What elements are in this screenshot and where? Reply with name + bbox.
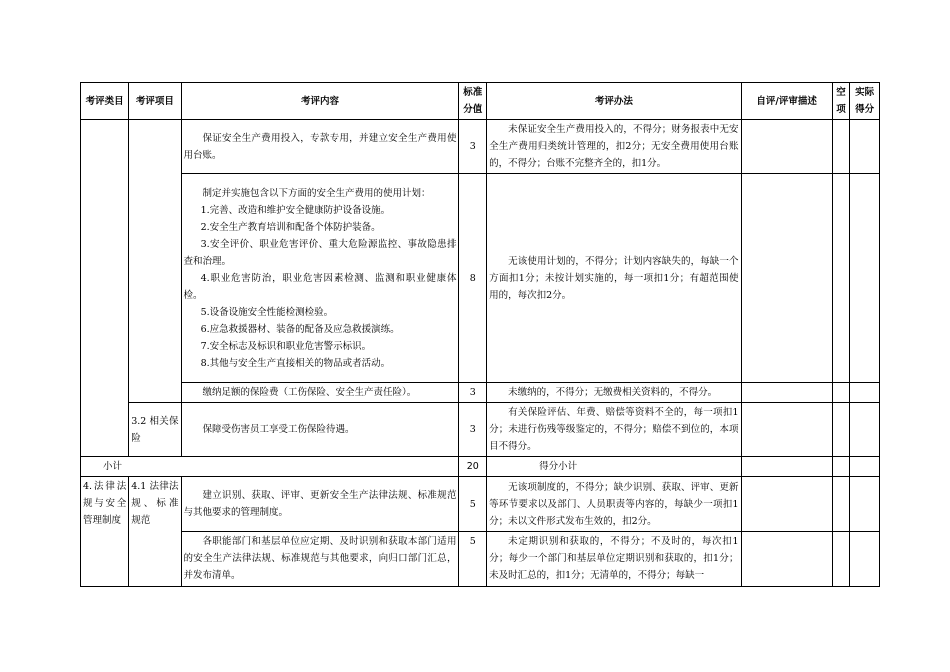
list-item: 8.其他与安全生产直接相关的物品或者活动。 <box>200 357 391 369</box>
content-cell: 保障受伤害员工享受工伤保险待遇。 <box>181 403 459 457</box>
header-category: 考评类目 <box>81 83 129 120</box>
list-item: 2.安全生产教育培训和配备个体防护装备。 <box>200 221 381 233</box>
table-row <box>81 383 880 403</box>
score-cell: 5 <box>459 477 487 532</box>
table-row <box>81 120 880 174</box>
header-score: 标准分值 <box>459 83 487 120</box>
table-row <box>81 532 880 587</box>
subtotal-label: 小计 <box>81 457 459 477</box>
blank-cell[interactable] <box>832 457 849 477</box>
method-cell: 未保证安全生产费用投入的，不得分；财务报表中无安全生产费用归类统计管理的，扣2分；无安全费用使用台账的，不得分；台账不完整齐全的，扣1分。 <box>487 120 741 174</box>
list-item: 5.设备设施安全性能检测检验。 <box>200 306 334 318</box>
header-row <box>81 83 880 120</box>
header-description: 自评/评审描述 <box>741 83 832 120</box>
header-actual: 实际得分 <box>850 83 880 120</box>
table-row <box>81 174 880 383</box>
actual-cell[interactable] <box>850 120 880 174</box>
subtotal-score: 20 <box>459 457 487 477</box>
actual-cell[interactable] <box>850 174 880 383</box>
blank-cell[interactable] <box>832 477 849 532</box>
score-cell: 8 <box>459 174 487 383</box>
blank-cell[interactable] <box>832 174 849 383</box>
list-item: 1.完善、改造和维护安全健康防护设备设施。 <box>200 204 391 216</box>
content-cell: 建立识别、获取、评审、更新安全生产法律法规、标准规范与其他要求的管理制度。 <box>181 477 459 532</box>
subtotal-method-label: 得分小计 <box>487 457 741 477</box>
header-method: 考评办法 <box>487 83 741 120</box>
score-cell: 3 <box>459 120 487 174</box>
description-cell[interactable] <box>741 403 832 457</box>
blank-cell[interactable] <box>832 532 849 587</box>
description-cell[interactable] <box>741 174 832 383</box>
description-cell[interactable] <box>741 457 832 477</box>
method-cell: 未定期识别和获取的，不得分；不及时的，每次扣1分；每少一个部门和基层单位定期识别和获取的，扣1分；未及时汇总的，扣1分；无清单的，不得分；每缺一 <box>487 532 741 587</box>
score-cell: 5 <box>459 532 487 587</box>
header-item: 考评项目 <box>129 83 181 120</box>
method-cell: 未缴纳的，不得分；无缴费相关资料的，不得分。 <box>487 383 741 403</box>
subtotal-row <box>81 457 880 477</box>
header-blank: 空项 <box>832 83 849 120</box>
blank-cell[interactable] <box>832 120 849 174</box>
item-cell-empty <box>129 120 181 403</box>
list-item: 4.职业危害防治，职业危害因素检测、监测和职业健康体检。 <box>183 272 457 301</box>
content-cell <box>181 174 459 383</box>
actual-cell[interactable] <box>850 383 880 403</box>
content-cell: 缴纳足额的保险费（工伤保险、安全生产责任险）。 <box>181 383 459 403</box>
score-cell: 3 <box>459 383 487 403</box>
method-cell: 无该使用计划的，不得分；计划内容缺失的，每缺一个方面扣1分；未按计划实施的，每一项扣1分；有超范围使用的，每次扣2分。 <box>487 174 741 383</box>
item-cell: 4.1 法律法规、标准规范 <box>129 477 181 587</box>
item-cell: 3.2 相关保险 <box>129 403 181 457</box>
content-cell: 各职能部门和基层单位应定期、及时识别和获取本部门适用的安全生产法律法规、标准规范与其他要求，向归口部门汇总，并发布清单。 <box>181 532 459 587</box>
blank-cell[interactable] <box>832 403 849 457</box>
list-item: 7.安全标志及标识和职业危害警示标识。 <box>200 340 372 352</box>
actual-cell[interactable] <box>850 403 880 457</box>
blank-cell[interactable] <box>832 383 849 403</box>
list-item: 3.安全评价、职业危害评价、重大危险源监控、事故隐患排查和治理。 <box>183 238 457 267</box>
score-cell: 3 <box>459 403 487 457</box>
actual-cell[interactable] <box>850 477 880 532</box>
table-row <box>81 477 880 532</box>
table-row <box>81 403 880 457</box>
description-cell[interactable] <box>741 120 832 174</box>
category-cell-empty <box>81 120 129 457</box>
description-cell[interactable] <box>741 532 832 587</box>
description-cell[interactable] <box>741 477 832 532</box>
method-cell: 无该项制度的，不得分；缺少识别、获取、评审、更新等环节要求以及部门、人员职责等内容的，每缺少一项扣1分；未以文件形式发布生效的，扣2分。 <box>487 477 741 532</box>
method-cell: 有关保险评估、年费、赔偿等资料不全的，每一项扣1分；未进行伤残等级鉴定的，不得分；赔偿不到位的，本项目不得分。 <box>487 403 741 457</box>
header-content: 考评内容 <box>181 83 459 120</box>
content-cell: 保证安全生产费用投入，专款专用，并建立安全生产费用使用台账。 <box>181 120 459 174</box>
description-cell[interactable] <box>741 383 832 403</box>
list-item: 6.应急救援器材、装备的配备及应急救援演练。 <box>200 323 400 335</box>
category-cell: 4.法律法规与安全管理制度 <box>81 477 129 587</box>
actual-cell[interactable] <box>850 532 880 587</box>
content-intro: 制定并实施包含以下方面的安全生产费用的使用计划： <box>202 187 431 199</box>
actual-cell[interactable] <box>850 457 880 477</box>
evaluation-table <box>80 82 880 587</box>
